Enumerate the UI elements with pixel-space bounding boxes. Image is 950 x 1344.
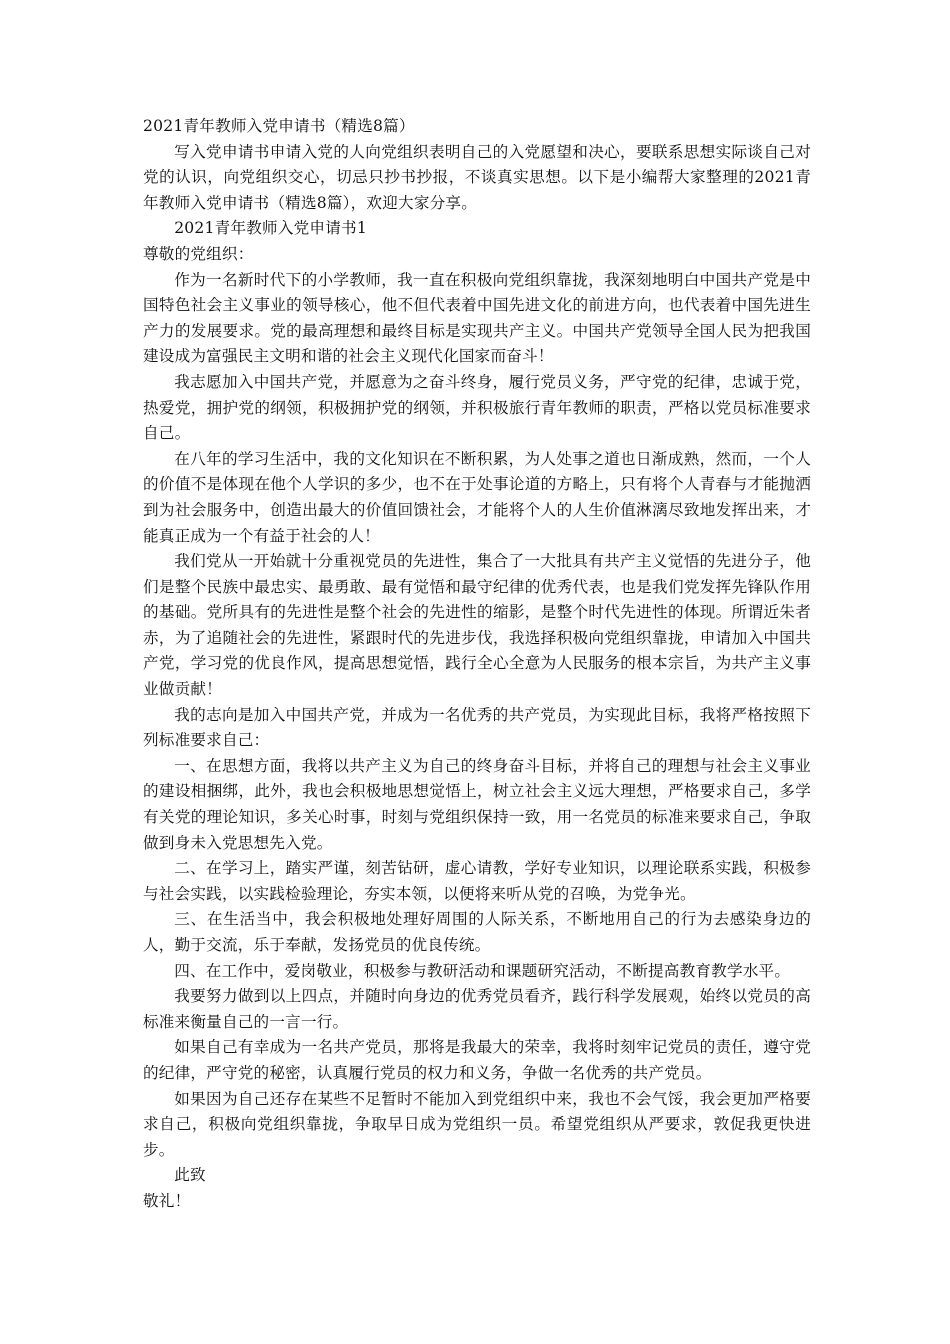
section-heading: 2021青年教师入党申请书1 xyxy=(174,219,367,238)
body-paragraph: 如果因为自己还存在某些不足暂时不能加入到党组织中来，我也不会气馁，我会更加严格要求自己，积极向党组织靠拢，争取早日成为党组织一员。希望党组织从严要求，敦促我更快进步。 xyxy=(143,1089,811,1159)
salutation: 尊敬的党组织： xyxy=(143,244,254,263)
closing-salute: 敬礼！ xyxy=(143,1191,191,1210)
body-paragraph: 四、在工作中，爱岗敬业，积极参与教研活动和课题研究活动，不断提高教育教学水平。 xyxy=(174,961,791,980)
closing-line: 此致 xyxy=(174,1166,206,1185)
body-paragraph: 一、在思想方面，我将以共产主义为自己的终身奋斗目标，并将自己的理想与社会主义事业的建设相捆绑，此外，我也会积极地思想觉悟上，树立社会主义远大理想，严格要求自己，多学有关党的理论知识，多关心时事，时刻与党组织保持一致，用一名党员的标准来要求自己，争取做到身未入党思想先入党。 xyxy=(143,756,811,852)
body-paragraph: 我要努力做到以上四点，并随时向身边的优秀党员看齐，践行科学发展观，始终以党员的高标准来衡量自己的一言一行。 xyxy=(143,987,811,1031)
body-paragraph: 我们党从一开始就十分重视党员的先进性，集合了一大批具有共产主义觉悟的先进分子，他们是整个民族中最忠实、最勇敢、最有觉悟和最守纪律的优秀代表，也是我们党发挥先锋队作用的基础。党所具有的先进性是整个社会的先进性的缩影，是整个时代先进性的体现。所谓近朱者赤，为了追随社会的先进性，紧跟时代的先进步伐，我选择积极向党组织靠拢，申请加入中国共产党，学习党的优良作风，提高思想觉悟，践行全心全意为人民服务的根本宗旨，为共产主义事业做贡献！ xyxy=(143,552,811,699)
intro-paragraph: 写入党申请书申请入党的人向党组织表明自己的入党愿望和决心，要联系思想实际谈自己对党的认识，向党组织交心，切忌只抄书抄报，不谈真实思想。以下是小编帮大家整理的2021青年教师入党申请书（精选8篇），欢迎大家分享。 xyxy=(143,142,811,212)
body-paragraph: 我的志向是加入中国共产党，并成为一名优秀的共产党员，为实现此目标，我将严格按照下列标准要求自己： xyxy=(143,705,811,750)
document-title: 2021青年教师入党申请书（精选8篇） xyxy=(143,117,415,135)
document-page xyxy=(143,114,811,1215)
body-paragraph: 我志愿加入中国共产党，并愿意为之奋斗终身，履行党员义务，严守党的纪律，忠诚于党，热爱党，拥护党的纲领，积极拥护党的纲领，并积极旅行青年教师的职责，严格以党员标准要求自己。 xyxy=(143,372,811,443)
body-paragraph: 如果自己有幸成为一名共产党员，那将是我最大的荣幸，我将时刻牢记党员的责任，遵守党的纪律，严守党的秘密，认真履行党员的权力和义务，争做一名优秀的共产党员。 xyxy=(143,1038,811,1082)
body-paragraph: 二、在学习上，踏实严谨，刻苦钻研，虚心请教，学好专业知识，以理论联系实践，积极参与社会实践，以实践检验理论，夯实本领，以便将来听从党的召唤，为党争光。 xyxy=(143,859,811,903)
body-paragraph: 三、在生活当中，我会积极地处理好周围的人际关系，不断地用自己的行为去感染身边的人，勤于交流，乐于奉献，发扬党员的优良传统。 xyxy=(143,910,811,954)
body-paragraph: 在八年的学习生活中，我的文化知识在不断积累，为人处事之道也日渐成熟，然而，一个人的价值不是体现在他个人学识的多少，也不在于处事论道的方略上，只有将个人青春与才能抛洒到为社会服务中，创造出最大的价值回馈社会，才能将个人的人生价值淋漓尽致地发挥出来，才能真正成为一个有益于社会的人！ xyxy=(143,449,811,545)
body-paragraph: 作为一名新时代下的小学教师，我一直在积极向党组织靠拢，我深刻地明白中国共产党是中国特色社会主义事业的领导核心，他不但代表着中国先进文化的前进方向，也代表着中国先进生产力的发展要求。党的最高理想和最终目标是实现共产主义。中国共产党领导全国人民为把我国建设成为富强民主文明和谐的社会主义现代化国家而奋斗！ xyxy=(143,270,811,366)
